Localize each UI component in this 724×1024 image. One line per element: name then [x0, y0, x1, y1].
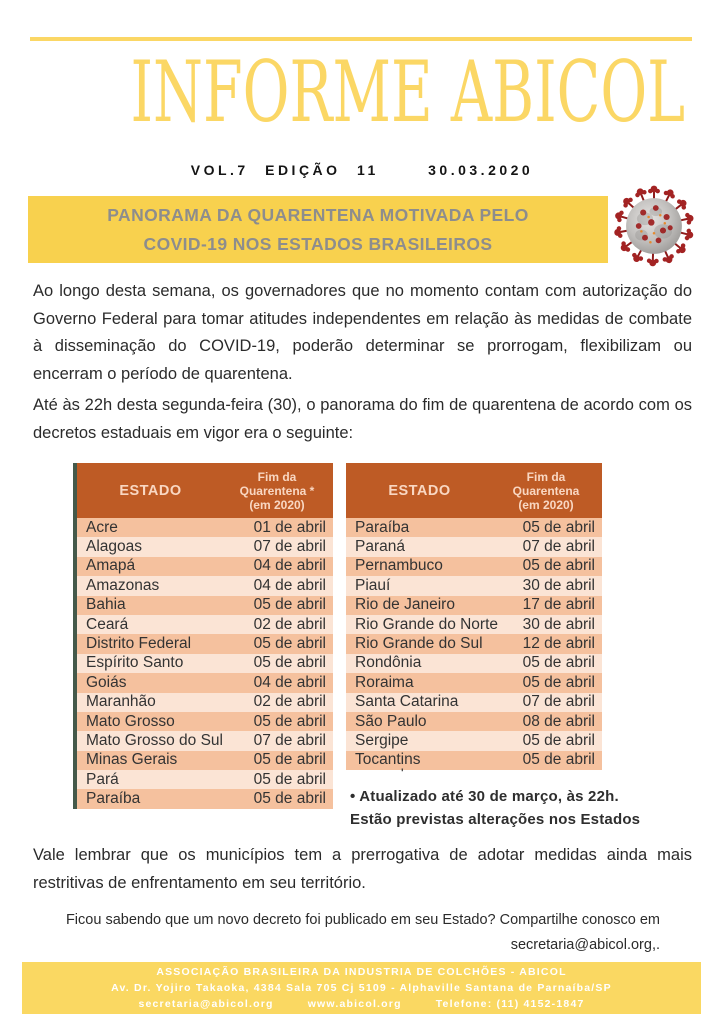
asterisk-mark: ' — [401, 767, 404, 779]
state-cell: Mato Grosso — [86, 712, 175, 730]
headline-line2: COVID-19 NOS ESTADOS BRASILEIROS — [143, 233, 493, 254]
table-row — [77, 557, 333, 576]
table-row — [77, 537, 333, 556]
state-cell: Rondônia — [355, 654, 422, 672]
association-name: ASSOCIAÇÃO BRASILEIRA DA INDUSTRIA DE COLCHÕES - ABICOL — [156, 966, 567, 978]
date-cell: 07 de abril — [253, 731, 326, 749]
state-cell: Rio Grande do Sul — [355, 635, 483, 653]
table-header — [346, 463, 602, 518]
table-row — [346, 634, 602, 653]
date-cell: 04 de abril — [253, 557, 326, 575]
date-cell: 05 de abril — [522, 654, 595, 672]
end-date-column-header: Fim da Quarentena (em 2020) — [512, 469, 580, 512]
table-row — [346, 712, 602, 731]
headline-banner — [28, 196, 608, 263]
footnote-line2: Estão previstas alterações nos Estados — [350, 811, 641, 828]
table-body — [346, 518, 602, 770]
state-cell: Alagoas — [86, 538, 143, 556]
table-row — [346, 576, 602, 595]
state-cell: Maranhão — [86, 693, 156, 711]
quarantine-table-right — [346, 463, 602, 809]
table-row — [77, 518, 333, 537]
date-cell: 05 de abril — [522, 518, 595, 536]
table-row — [77, 596, 333, 615]
masthead — [0, 43, 724, 141]
table-footnote — [350, 785, 680, 831]
context-paragraph: Até às 22h desta segunda-feira (30), o panorama do fim de quarentena de acordo com os decretos estaduais em vigor era o seguinte: — [33, 396, 692, 442]
top-divider-line — [30, 37, 692, 41]
table-body — [77, 518, 333, 809]
state-cell: Sergipe — [355, 731, 409, 749]
page-title: INFORME ABICOL — [130, 43, 686, 141]
state-column-header: ESTADO — [119, 482, 182, 499]
end-date-column-header: Fim da Quarentena * (em 2020) — [239, 469, 315, 512]
table-row — [346, 751, 602, 770]
date-cell: 05 de abril — [522, 751, 595, 769]
state-cell: Amazonas — [86, 576, 160, 594]
reminder-paragraph: Vale lembrar que os municípios tem a prerrogativa de adotar medidas ainda mais restritivas de enfrentamento em seu território. — [33, 846, 692, 892]
date-cell: 05 de abril — [253, 635, 326, 653]
volume-edition: VOL.7 EDIÇÃO 11 — [190, 162, 379, 178]
association-contacts — [22, 996, 701, 1012]
table-row — [77, 634, 333, 653]
date-cell: 17 de abril — [522, 596, 595, 614]
state-cell: Bahia — [86, 596, 126, 614]
date-cell: 07 de abril — [253, 538, 326, 556]
state-cell: Espírito Santo — [86, 654, 184, 672]
table-row — [346, 537, 602, 556]
date-cell: 30 de abril — [522, 615, 595, 633]
state-cell: Tocantins — [355, 751, 421, 769]
state-cell: Paraíba — [355, 518, 410, 536]
state-cell: Roraima — [355, 673, 414, 691]
table-row — [77, 751, 333, 770]
table-row — [346, 673, 602, 692]
state-cell: Amapá — [86, 557, 136, 575]
state-cell: Pará — [86, 770, 119, 788]
state-column-header: ESTADO — [388, 482, 451, 499]
date-cell: 12 de abril — [522, 635, 595, 653]
table-row — [77, 693, 333, 712]
date-cell: 01 de abril — [253, 518, 326, 536]
state-cell: Ceará — [86, 615, 129, 633]
table-header — [77, 463, 333, 518]
table-row — [77, 789, 333, 808]
table-row — [346, 731, 602, 750]
footer-website: www.abicol.org — [307, 998, 402, 1010]
state-cell: Rio Grande do Norte — [355, 615, 499, 633]
table-row — [77, 712, 333, 731]
date-cell: 04 de abril — [253, 673, 326, 691]
call-to-action: Ficou sabendo que um novo decreto foi publicado em seu Estado? Compartilhe conosco em secretaria@abicol.org,. — [65, 912, 660, 953]
date-cell: 07 de abril — [522, 538, 595, 556]
table-row — [77, 673, 333, 692]
table-row — [77, 770, 333, 789]
state-cell: Pernambuco — [355, 557, 443, 575]
date-cell: 02 de abril — [253, 693, 326, 711]
table-row — [346, 518, 602, 537]
headline-line1: PANORAMA DA QUARENTENA MOTIVADA PELO — [107, 204, 529, 225]
state-cell: Minas Gerais — [86, 751, 178, 769]
date-cell: 05 de abril — [253, 790, 326, 808]
state-cell: Acre — [86, 518, 118, 536]
state-cell: Piauí — [355, 576, 391, 594]
state-cell: Paraíba — [86, 790, 141, 808]
table-row — [77, 615, 333, 634]
date-cell: 05 de abril — [522, 673, 595, 691]
table-row — [77, 576, 333, 595]
date-cell: 05 de abril — [253, 770, 326, 788]
date-cell: 05 de abril — [253, 654, 326, 672]
state-cell: Distrito Federal — [86, 635, 192, 653]
state-cell: Goiás — [86, 673, 127, 691]
table-row — [346, 654, 602, 673]
table-row — [346, 596, 602, 615]
quarantine-table-left — [73, 463, 333, 809]
date-cell: 05 de abril — [522, 557, 595, 575]
table-row — [346, 615, 602, 634]
date-cell: 05 de abril — [522, 731, 595, 749]
table-row — [77, 654, 333, 673]
table-row — [77, 731, 333, 750]
date-cell: 02 de abril — [253, 615, 326, 633]
date-cell: 04 de abril — [253, 576, 326, 594]
issue-date: 30.03.2020 — [428, 162, 534, 178]
state-cell: São Paulo — [355, 712, 427, 730]
quarantine-tables — [73, 463, 602, 809]
intro-paragraph: Ao longo desta semana, os governadores que no momento contam com autorização do Governo Federal para tomar atitudes independentes em relação às medidas de combate à disseminação do COVID-19, poderão determinar se prorrogam, flexibilizam ou encerram o período de quarentena. — [33, 282, 692, 383]
state-cell: Paraná — [355, 538, 405, 556]
date-cell: 07 de abril — [522, 693, 595, 711]
state-cell: Mato Grosso do Sul — [86, 731, 223, 749]
date-cell: 05 de abril — [253, 712, 326, 730]
coronavirus-icon — [609, 181, 699, 271]
table-row — [346, 693, 602, 712]
footer-band — [22, 962, 701, 1014]
footnote-line1: • Atualizado até 30 de março, às 22h. — [350, 788, 619, 805]
date-cell: 08 de abril — [522, 712, 595, 730]
table-row — [346, 557, 602, 576]
footer-email: secretaria@abicol.org — [138, 998, 274, 1010]
state-cell: Rio de Janeiro — [355, 596, 455, 614]
date-cell: 05 de abril — [253, 751, 326, 769]
association-address: Av. Dr. Yojiro Takaoka, 4384 Sala 705 Cj 5109 - Alphaville Santana de Parnaíba/SP — [111, 982, 612, 994]
date-cell: 30 de abril — [522, 576, 595, 594]
issue-meta — [0, 162, 724, 178]
footer-phone: Telefone: (11) 4152-1847 — [435, 998, 585, 1010]
date-cell: 05 de abril — [253, 596, 326, 614]
state-cell: Santa Catarina — [355, 693, 459, 711]
